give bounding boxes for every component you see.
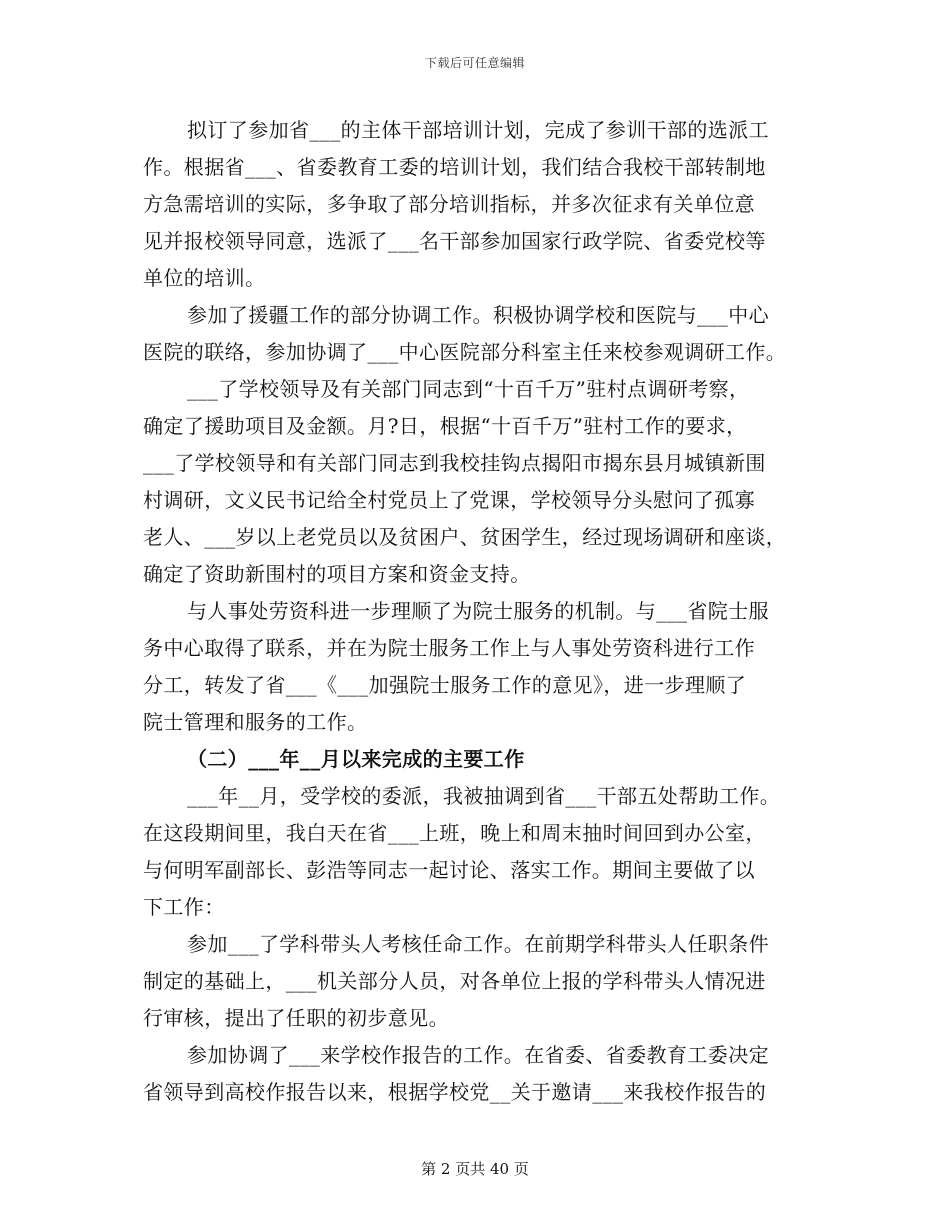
text-line: 院士管理和服务的工作。 bbox=[143, 710, 368, 734]
text-line: 村调研，文义民书记给全村党员上了党课，学校领导分头慰问了孤寡 bbox=[143, 488, 755, 512]
text-line: 确定了资助新围村的项目方案和资金支持。 bbox=[143, 562, 531, 586]
text-line: 省领导到高校作报告以来，根据学校党__关于邀请___来我校作报告的 bbox=[143, 1080, 767, 1104]
page-footer: 第 2 页共 40 页 bbox=[421, 1160, 529, 1178]
text-line: 确定了援助项目及金额。月?日，根据“十百千万”驻村工作的要求， bbox=[143, 414, 747, 438]
text-line: ___了学校领导及有关部门同志到“十百千万”驻村点调研考察， bbox=[187, 377, 750, 401]
text-line: 拟订了参加省___的主体干部培训计划，完成了参训干部的选派工 bbox=[187, 118, 769, 142]
text-line: 制定的基础上，___机关部分人员，对各单位上报的学科带头人情况进 bbox=[143, 969, 766, 993]
text-line: ___年__月，受学校的委派，我被抽调到省___干部五处帮助工作。 bbox=[187, 784, 781, 808]
text-line: 分工，转发了省___《___加强院士服务工作的意见》，进一步理顺了 bbox=[143, 673, 747, 697]
text-line: 医院的联络，参加协调了___中心医院部分科室主任来校参观调研工作。 bbox=[143, 340, 787, 364]
text-line: 在这段期间里，我白天在省___上班，晚上和周末抽时间回到办公室， bbox=[143, 821, 766, 845]
text-line: 方急需培训的实际，多争取了部分培训指标，并多次征求有关单位意 bbox=[143, 192, 755, 216]
text-line: 务中心取得了联系，并在为院士服务工作上与人事处劳资科进行工作 bbox=[143, 636, 755, 660]
text-line: 单位的培训。 bbox=[143, 266, 266, 290]
document-body bbox=[143, 112, 823, 1111]
text-line: 见并报校领导同意，选派了___名干部参加国家行政学院、省委党校等 bbox=[143, 229, 766, 253]
text-line: 与何明军副部长、彭浩等同志一起讨论、落实工作。期间主要做了以 bbox=[143, 858, 755, 882]
text-line: ___了学校领导和有关部门同志到我校挂钩点揭阳市揭东县月城镇新围 bbox=[143, 451, 766, 475]
text-line: 作。根据省___、省委教育工委的培训计划，我们结合我校干部转制地 bbox=[143, 155, 766, 179]
text-line: 参加协调了___来学校作报告的工作。在省委、省委教育工委决定 bbox=[187, 1043, 769, 1067]
text-line: 老人、___岁以上老党员以及贫困户、贫困学生，经过现场调研和座谈， bbox=[143, 525, 787, 549]
text-line: 行审核，提出了任职的初步意见。 bbox=[143, 1006, 449, 1030]
text-line: 参加了援疆工作的部分协调工作。积极协调学校和医院与___中心 bbox=[187, 303, 769, 327]
text-line: 与人事处劳资科进一步理顺了为院士服务的机制。与___省院士服 bbox=[187, 599, 769, 623]
page-header: 下载后可任意编辑 bbox=[424, 56, 525, 70]
section-heading: （二）___年__月以来完成的主要工作 bbox=[187, 747, 525, 771]
text-line: 参加___了学科带头人考核任命工作。在前期学科带头人任职条件 bbox=[187, 932, 769, 956]
text-line: 下工作： bbox=[143, 895, 225, 919]
